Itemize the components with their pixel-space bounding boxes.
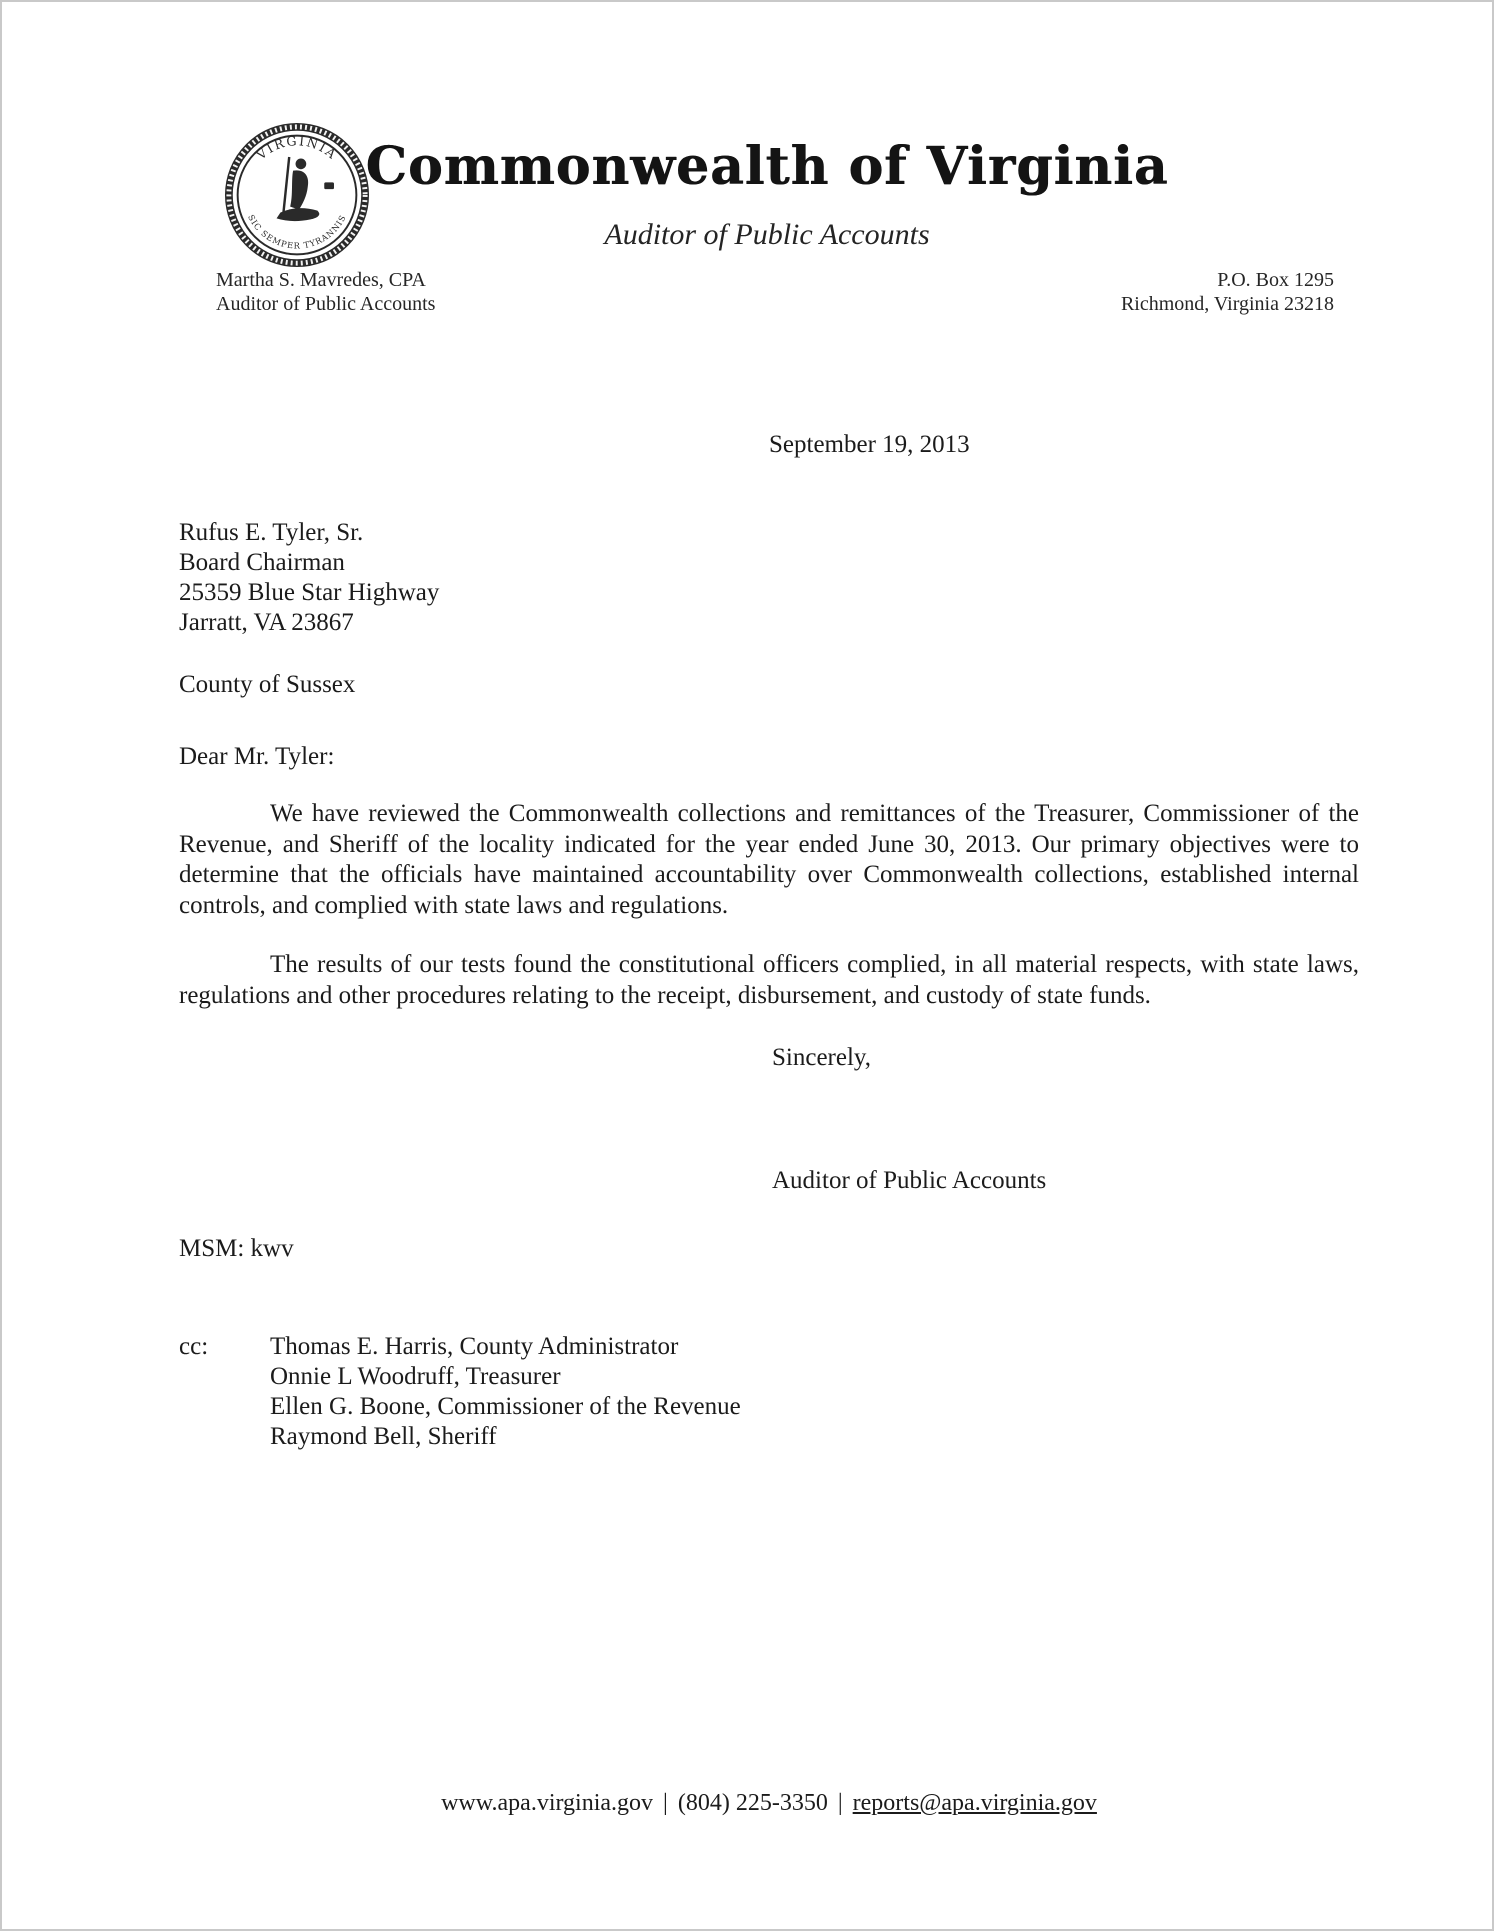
cc-list — [270, 1332, 741, 1452]
recipient-address-block — [179, 518, 1359, 638]
virginia-state-seal-icon — [224, 120, 370, 270]
page-footer — [179, 1788, 1359, 1818]
recipient-name: Rufus E. Tyler, Sr. — [179, 519, 364, 546]
cc-label: cc: — [179, 1333, 209, 1360]
footer-email-link[interactable]: reports@apa.virginia.gov — [852, 1790, 1097, 1816]
body-paragraph-1: We have reviewed the Commonwealth collections and remittances of the Treasurer, Commissioner of the Revenue, and Sheriff of the locality indicated for the year ended June 30, 2013. Our primary objectives were to determine that the officials have maintained accountability over Commonwealth collections, established internal controls, and complied with state laws and regulations. — [179, 800, 1359, 919]
recipient-street: 25359 Blue Star Highway — [179, 579, 440, 606]
city-state-zip-line: Richmond, Virginia 23218 — [1120, 293, 1334, 315]
cc-item-county-administrator: Thomas E. Harris, County Administrator — [270, 1333, 679, 1360]
auditor-identity-block — [216, 268, 435, 316]
footer-website: www.apa.virginia.gov — [441, 1790, 654, 1816]
office-address-block — [1121, 268, 1334, 316]
cc-item-treasurer: Onnie L Woodruff, Treasurer — [270, 1363, 561, 1390]
date-line: September 19, 2013 — [769, 431, 970, 458]
letterhead-subtitle: Auditor of Public Accounts — [604, 218, 930, 251]
footer-phone: (804) 225-3350 — [677, 1790, 828, 1816]
recipient-title: Board Chairman — [179, 549, 345, 576]
footer-separator: | — [663, 1790, 668, 1816]
footer-separator: | — [837, 1790, 843, 1816]
letterhead-title: Commonwealth of Virginia — [365, 136, 1169, 197]
locality-line: County of Sussex — [179, 671, 356, 698]
auditor-title: Auditor of Public Accounts — [216, 293, 436, 315]
body-paragraph-2: The results of our tests found the constitutional officers complied, in all material respects, with state laws, regulations and other procedures relating to the receipt, disbursement, and custody of state funds. — [179, 951, 1359, 1009]
reference-initials-line: MSM: kwv — [179, 1235, 294, 1262]
recipient-city-state-zip: Jarratt, VA 23867 — [179, 609, 354, 636]
po-box-line: P.O. Box 1295 — [1217, 269, 1334, 291]
cc-item-commissioner: Ellen G. Boone, Commissioner of the Revenue — [270, 1393, 741, 1420]
auditor-name: Martha S. Mavredes, CPA — [216, 269, 426, 291]
seal-bottom-text: SIC SEMPER TYRANNIS — [246, 212, 348, 251]
cc-item-sheriff: Raymond Bell, Sheriff — [270, 1423, 497, 1450]
signature-title: Auditor of Public Accounts — [772, 1167, 1047, 1194]
seal-top-text: VIRGINIA — [253, 133, 341, 163]
cc-block — [179, 1332, 1359, 1452]
closing-line: Sincerely, — [772, 1044, 872, 1071]
salutation-line: Dear Mr. Tyler: — [179, 743, 335, 770]
